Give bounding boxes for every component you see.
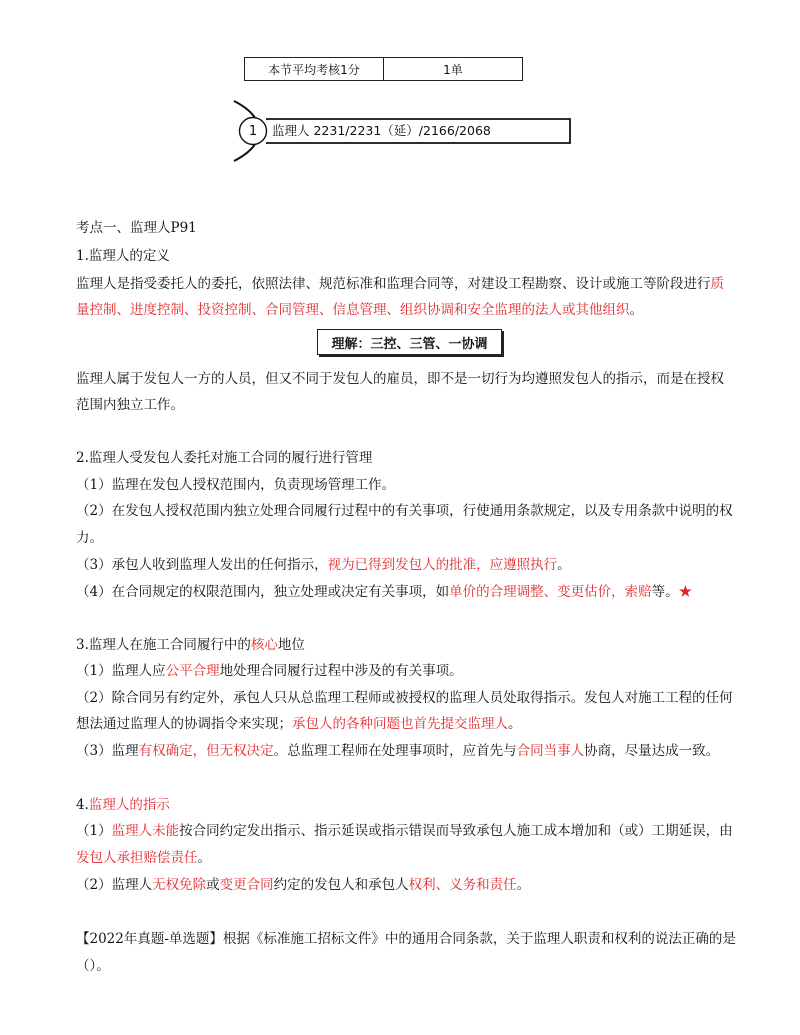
- text: （3）监理: [76, 743, 139, 759]
- text-red: 公平合理: [165, 663, 220, 679]
- text: （1）监理人应: [76, 663, 166, 679]
- paragraph-line-2: 范围内独立工作。: [76, 397, 184, 413]
- text: （2）监理人: [76, 877, 153, 893]
- section3-item2-line2: [76, 715, 522, 733]
- definition-line-2: [76, 301, 643, 319]
- text: 地处理合同履行过程中涉及的有关事项。: [219, 663, 463, 679]
- text-red: 无权免除: [152, 877, 207, 893]
- section3-item3: [76, 742, 719, 760]
- text: 等。: [651, 584, 679, 600]
- definition-line-1: [76, 275, 724, 293]
- text: 监理人是指受委托人的委托，依照法律、规范标准和监理合同等，对建设工程勘察、设计或施工等阶段进行: [76, 276, 711, 292]
- text-red: 视为已得到发包人的批准，应遵照执行: [327, 557, 558, 573]
- section2-item3: [76, 556, 571, 574]
- text: 。: [197, 850, 211, 866]
- section3-heading: [76, 636, 305, 654]
- text-red: 承包人的各种问题也首先提交监理人: [292, 716, 508, 732]
- section1-heading: 考点一、监理人P91: [76, 220, 197, 236]
- text: 地位: [277, 637, 305, 653]
- text: 协商，尽量达成一致。: [584, 743, 720, 759]
- text: 按合同约定发出指示、指示延误或指示错误而导致承包人施工成本增加和（或）工期延误，由: [179, 823, 733, 839]
- question-line-2: （）。: [76, 958, 110, 974]
- text: 3.监理人在施工合同履行中的: [76, 637, 251, 653]
- section2-item2-line1: （2）在发包人授权范围内独立处理合同履行过程中的有关事项，行使通用条款规定，以及专用条款中说明的权: [76, 503, 733, 519]
- text: 。: [516, 877, 531, 893]
- text: 。总监理工程师在处理事项时，应首先与: [273, 743, 517, 759]
- text-red: 核心: [250, 637, 278, 653]
- star-icon: ★: [678, 584, 693, 600]
- chapter-badge: [224, 99, 574, 163]
- text-red: 合同当事人: [516, 743, 585, 759]
- section4-item2: [76, 876, 530, 894]
- text: 4.: [76, 797, 89, 813]
- text: 。: [557, 557, 571, 573]
- text-red: 发包人承担赔偿责任: [76, 850, 198, 866]
- text: （4）在合同规定的权限范围内，独立处理或决定有关事项，如: [76, 584, 450, 600]
- text-red: 监理人未能: [111, 823, 180, 839]
- text-red: 有权确定，但无权决定: [138, 743, 274, 759]
- text-red: 单价的合理调整、变更估价，索赔: [449, 584, 652, 600]
- section2-item2-line2: 力。: [76, 530, 103, 546]
- section4-item1-line2: [76, 849, 211, 867]
- summary-value: 1单: [383, 58, 522, 80]
- text-red: 质: [710, 276, 724, 292]
- section3-item1: [76, 662, 463, 680]
- chapter-number: 1: [248, 123, 258, 139]
- question-line-1: 【2022年真题-单选题】根据《标准施工招标文件》中的通用合同条款，关于监理人职责和权利的说法正确的是: [76, 931, 736, 947]
- section2-item4: [76, 583, 692, 601]
- text-red: 权利、义务和责任: [408, 877, 517, 893]
- summary-table: [244, 57, 523, 81]
- understanding-box: 理解：三控、三管、一协调: [317, 329, 502, 355]
- text: 约定的发包人和承包人: [273, 877, 409, 893]
- text: 想法通过监理人的协调指令来实现；: [76, 716, 292, 732]
- paragraph-line-1: 监理人属于发包人一方的人员，但又不同于发包人的雇员，即不是一切行为均遵照发包人的指示，而是在授权: [76, 371, 724, 387]
- text: 或: [206, 877, 220, 893]
- text-red: 量控制、进度控制、投资控制、合同管理、信息管理、组织协调和安全监理的法人或其他组织: [76, 302, 630, 318]
- section3-item2-line1: （2）除合同另有约定外，承包人只从总监理工程师或被授权的监理人员处取得指示。发包人对施工工程的任何: [76, 690, 733, 706]
- chapter-title: 监理人 2231/2231（延）/2166/2068: [272, 123, 491, 138]
- section2-heading: 2.监理人受发包人委托对施工合同的履行进行管理: [76, 450, 373, 466]
- text: （1）: [76, 823, 112, 839]
- text: 。: [508, 716, 522, 732]
- text-red: 监理人的指示: [88, 797, 170, 813]
- text: 。: [629, 302, 643, 318]
- section4-heading: [76, 796, 170, 814]
- summary-label: 本节平均考核1分: [268, 62, 360, 77]
- text: （3）承包人收到监理人发出的任何指示，: [76, 557, 328, 573]
- text-red: 变更合同: [219, 877, 274, 893]
- section2-item1: （1）监理在发包人授权范围内，负责现场管理工作。: [76, 477, 396, 493]
- section4-item1-line1: [76, 822, 733, 840]
- section1-sub1: 1.监理人的定义: [76, 248, 170, 264]
